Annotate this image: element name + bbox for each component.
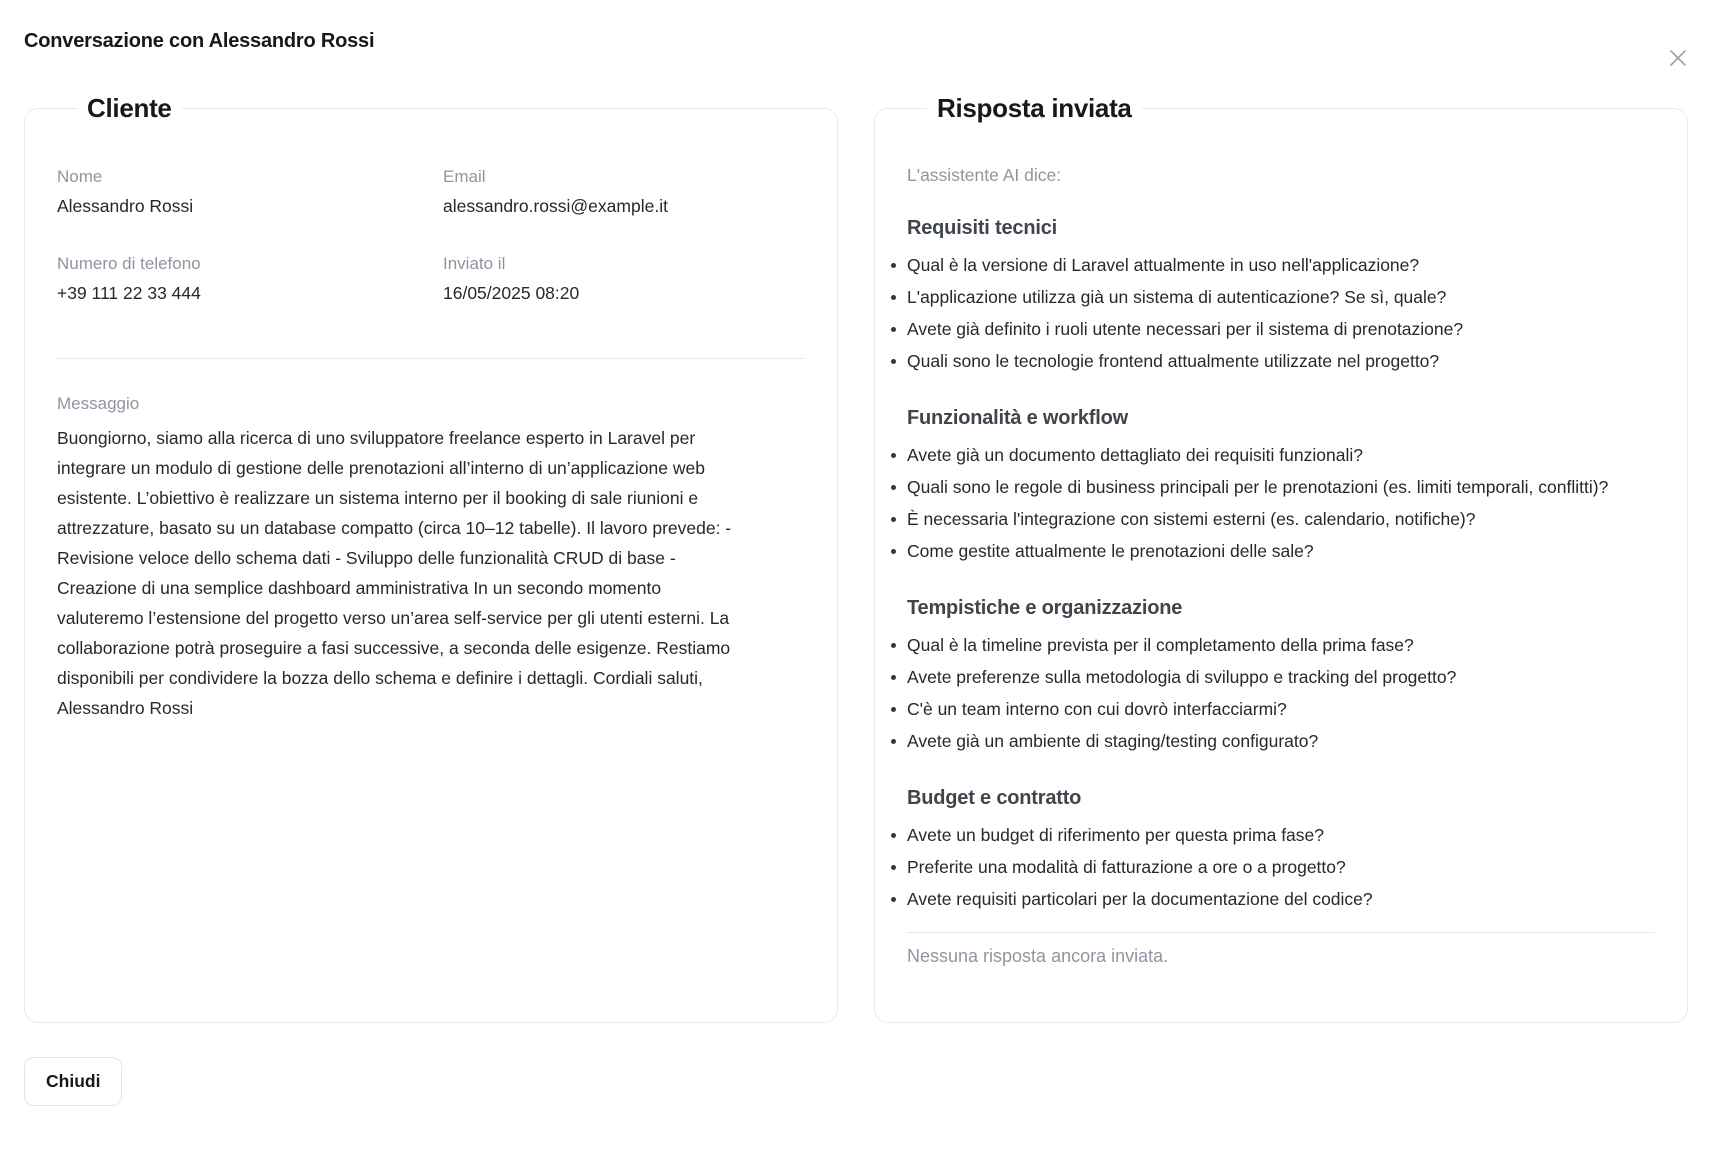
ai-question: Preferite una modalità di fatturazione a ore o a progetto? <box>907 852 1655 882</box>
field-label: Email <box>443 167 486 186</box>
ai-question-list <box>907 250 1655 376</box>
response-panel <box>874 93 1688 1023</box>
panels-row <box>24 93 1688 1023</box>
ai-question: Avete già definito i ruoli utente necessari per il sistema di prenotazione? <box>907 314 1655 344</box>
message-text: Buongiorno, siamo alla ricerca di uno sviluppatore freelance esperto in Laravel per integrare un modulo di gestione delle prenotazioni all’interno di un’applicazione web esistente. L’obiettivo è realizzare un sistema interno per il booking di sale riunioni e attrezzature, basato su un database compatto (circa 10–12 tabelle). Il lavoro prevede: - Revisione veloce dello schema dati - Sviluppo delle funzionalità CRUD di base - Creazione di una semplice dashboard amministrativa In un secondo momento valuteremo l’estensione del progetto verso un’area self-service per gli utenti esterni. La collaborazione potrà proseguire a fasi successive, a seconda delle esigenze. Restiamo disponibili per condividere la bozza dello schema e definire i dettagli. Cordiali saluti, Alessandro Rossi <box>57 428 732 718</box>
client-field <box>443 166 805 217</box>
ai-section-heading: Funzionalità e workflow <box>907 407 1128 429</box>
response-panel-legend: Risposta inviata <box>937 93 1132 123</box>
ai-section <box>907 406 1655 566</box>
ai-question-list <box>907 440 1655 566</box>
ai-section <box>907 786 1655 914</box>
ai-section <box>907 596 1655 756</box>
ai-question-list <box>907 820 1655 914</box>
ai-question: Quali sono le regole di business principali per le prenotazioni (es. limiti temporali, conflitti)? <box>907 472 1655 502</box>
message-label: Messaggio <box>57 394 140 413</box>
client-panel-legend: Cliente <box>87 93 172 123</box>
client-panel <box>24 93 838 1023</box>
close-icon <box>1668 48 1688 68</box>
conversation-dialog <box>0 28 1714 1150</box>
response-divider <box>907 932 1655 933</box>
ai-question: Avete già un documento dettagliato dei requisiti funzionali? <box>907 440 1655 470</box>
ai-question: L'applicazione utilizza già un sistema di autenticazione? Se sì, quale? <box>907 282 1655 312</box>
ai-section-heading: Requisiti tecnici <box>907 217 1057 239</box>
ai-question: Come gestite attualmente le prenotazioni delle sale? <box>907 536 1655 566</box>
dialog-title: Conversazione con Alessandro Rossi <box>24 30 375 52</box>
empty-state-text: Nessuna risposta ancora inviata. <box>907 946 1169 966</box>
ai-section-heading: Budget e contratto <box>907 787 1082 809</box>
client-field <box>57 166 419 217</box>
ai-question-list <box>907 630 1655 756</box>
client-field <box>57 253 419 304</box>
field-label: Numero di telefono <box>57 254 201 273</box>
ai-question: Quali sono le tecnologie frontend attualmente utilizzate nel progetto? <box>907 346 1655 376</box>
ai-section <box>907 216 1655 376</box>
ai-question: Avete un budget di riferimento per questa prima fase? <box>907 820 1655 850</box>
ai-question: Qual è la timeline prevista per il completamento della prima fase? <box>907 630 1655 660</box>
ai-question: Avete preferenze sulla metodologia di sviluppo e tracking del progetto? <box>907 662 1655 692</box>
field-value: 16/05/2025 08:20 <box>443 283 580 303</box>
field-label: Inviato il <box>443 254 506 273</box>
chiudi-button[interactable]: Chiudi <box>24 1057 122 1106</box>
field-value: Alessandro Rossi <box>57 196 194 216</box>
ai-question: Avete già un ambiente di staging/testing configurato? <box>907 726 1655 756</box>
field-value: +39 111 22 33 444 <box>57 283 201 303</box>
close-button[interactable] <box>1666 46 1690 70</box>
client-field <box>443 253 805 304</box>
ai-sections <box>907 216 1655 914</box>
ai-question: C'è un team interno con cui dovrò interfacciarmi? <box>907 694 1655 724</box>
field-label: Nome <box>57 167 103 186</box>
ai-section-heading: Tempistiche e organizzazione <box>907 597 1183 619</box>
divider <box>57 358 805 359</box>
ai-question: Avete requisiti particolari per la documentazione del codice? <box>907 884 1655 914</box>
assistant-intro: L'assistente AI dice: <box>907 165 1062 185</box>
ai-question: È necessaria l'integrazione con sistemi esterni (es. calendario, notifiche)? <box>907 504 1655 534</box>
ai-question: Qual è la versione di Laravel attualmente in uso nell'applicazione? <box>907 250 1655 280</box>
field-value: alessandro.rossi@example.it <box>443 196 668 216</box>
dialog-footer <box>24 1057 1688 1106</box>
client-fields-grid <box>57 166 805 304</box>
